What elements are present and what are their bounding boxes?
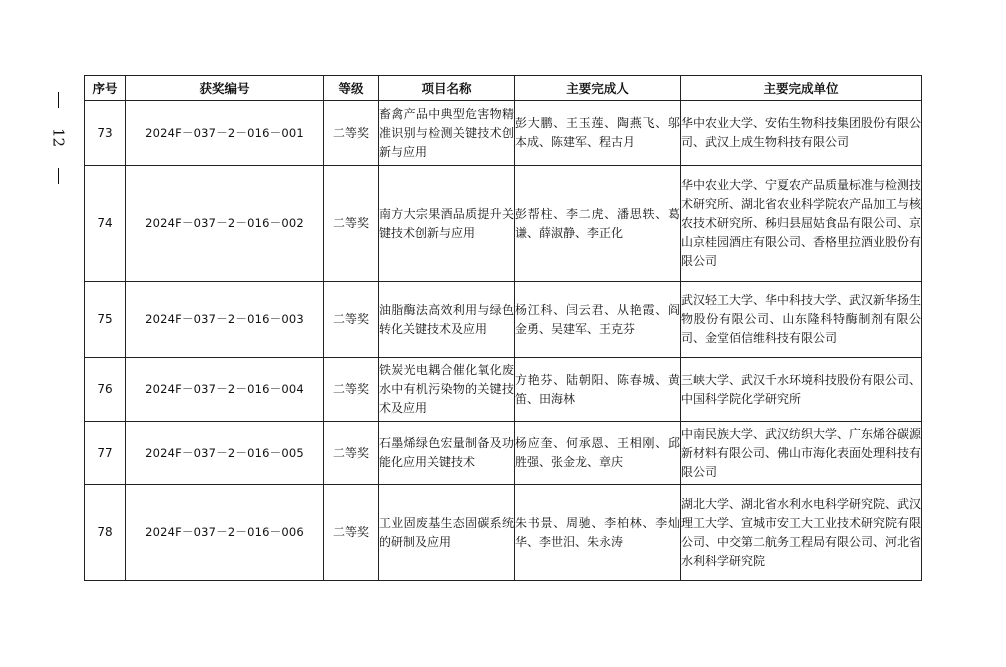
cell-name: 铁炭光电耦合催化氧化废水中有机污染物的关键技术及应用 xyxy=(379,358,515,422)
cell-level: 二等奖 xyxy=(324,282,379,358)
cell-code: 2024F－037－2－016－006 xyxy=(126,485,324,581)
cell-units: 华中农业大学、宁夏农产品质量标准与检测技术研究所、湖北省农业科学院农产品加工与核农技术研究所、秭归县屈姑食品有限公司、京山京桂园酒庄有限公司、香格里拉酒业股份有限公司 xyxy=(681,166,922,282)
header-row xyxy=(85,76,922,101)
cell-units: 中南民族大学、武汉纺织大学、广东烯谷碳源新材料有限公司、佛山市海化表面处理科技有限公司 xyxy=(681,422,922,485)
cell-people: 方艳芬、陆朝阳、陈春城、黄笛、田海林 xyxy=(515,358,681,422)
table-row xyxy=(85,101,922,166)
header-units: 主要完成单位 xyxy=(681,76,922,101)
table-row xyxy=(85,358,922,422)
cell-name: 畜禽产品中典型危害物精准识别与检测关键技术创新与应用 xyxy=(379,101,515,166)
cell-units: 三峡大学、武汉千水环境科技股份有限公司、中国科学院化学研究所 xyxy=(681,358,922,422)
table-row xyxy=(85,282,922,358)
cell-name: 石墨烯绿色宏量制备及功能化应用关键技术 xyxy=(379,422,515,485)
cell-code: 2024F－037－2－016－005 xyxy=(126,422,324,485)
cell-level: 二等奖 xyxy=(324,358,379,422)
header-code: 获奖编号 xyxy=(126,76,324,101)
page-number-marker xyxy=(46,92,70,184)
cell-people: 杨应奎、何承恩、王相刚、邱胜强、张金龙、章庆 xyxy=(515,422,681,485)
cell-units: 华中农业大学、安佑生物科技集团股份有限公司、武汉上成生物科技有限公司 xyxy=(681,101,922,166)
cell-code: 2024F－037－2－016－003 xyxy=(126,282,324,358)
divider xyxy=(58,92,59,108)
header-name: 项目名称 xyxy=(379,76,515,101)
header-seq: 序号 xyxy=(85,76,126,101)
cell-level: 二等奖 xyxy=(324,166,379,282)
cell-units: 武汉轻工大学、华中科技大学、武汉新华扬生物股份有限公司、山东隆科特酶制剂有限公司、金堂佰信维科技有限公司 xyxy=(681,282,922,358)
cell-level: 二等奖 xyxy=(324,422,379,485)
divider xyxy=(58,168,59,184)
cell-people: 杨江科、闫云君、从艳霞、阎金勇、吴建军、王克芬 xyxy=(515,282,681,358)
table-row xyxy=(85,422,922,485)
header-people: 主要完成人 xyxy=(515,76,681,101)
cell-seq: 77 xyxy=(85,422,126,485)
cell-people: 彭帮柱、李二虎、潘思轶、葛谦、薛淑静、李正化 xyxy=(515,166,681,282)
cell-seq: 73 xyxy=(85,101,126,166)
table-header xyxy=(85,76,922,101)
cell-level: 二等奖 xyxy=(324,485,379,581)
cell-seq: 78 xyxy=(85,485,126,581)
cell-code: 2024F－037－2－016－001 xyxy=(126,101,324,166)
cell-units: 湖北大学、湖北省水利水电科学研究院、武汉理工大学、宣城市安工大工业技术研究院有限公司、中交第二航务工程局有限公司、河北省水利科学研究院 xyxy=(681,485,922,581)
cell-name: 油脂酶法高效利用与绿色转化关键技术及应用 xyxy=(379,282,515,358)
cell-level: 二等奖 xyxy=(324,101,379,166)
cell-seq: 75 xyxy=(85,282,126,358)
cell-name: 工业固废基生态固碳系统的研制及应用 xyxy=(379,485,515,581)
cell-people: 彭大鹏、王玉莲、陶燕飞、邬本成、陈建军、程古月 xyxy=(515,101,681,166)
table-body xyxy=(85,101,922,581)
cell-code: 2024F－037－2－016－004 xyxy=(126,358,324,422)
cell-people: 朱书景、周驰、李柏林、李灿华、李世汨、朱永涛 xyxy=(515,485,681,581)
cell-seq: 76 xyxy=(85,358,126,422)
page-number: 12 xyxy=(49,128,68,148)
table-row xyxy=(85,166,922,282)
table-row xyxy=(85,485,922,581)
cell-seq: 74 xyxy=(85,166,126,282)
cell-code: 2024F－037－2－016－002 xyxy=(126,166,324,282)
cell-name: 南方大宗果酒品质提升关键技术创新与应用 xyxy=(379,166,515,282)
header-level: 等级 xyxy=(324,76,379,101)
awards-table xyxy=(84,75,922,581)
